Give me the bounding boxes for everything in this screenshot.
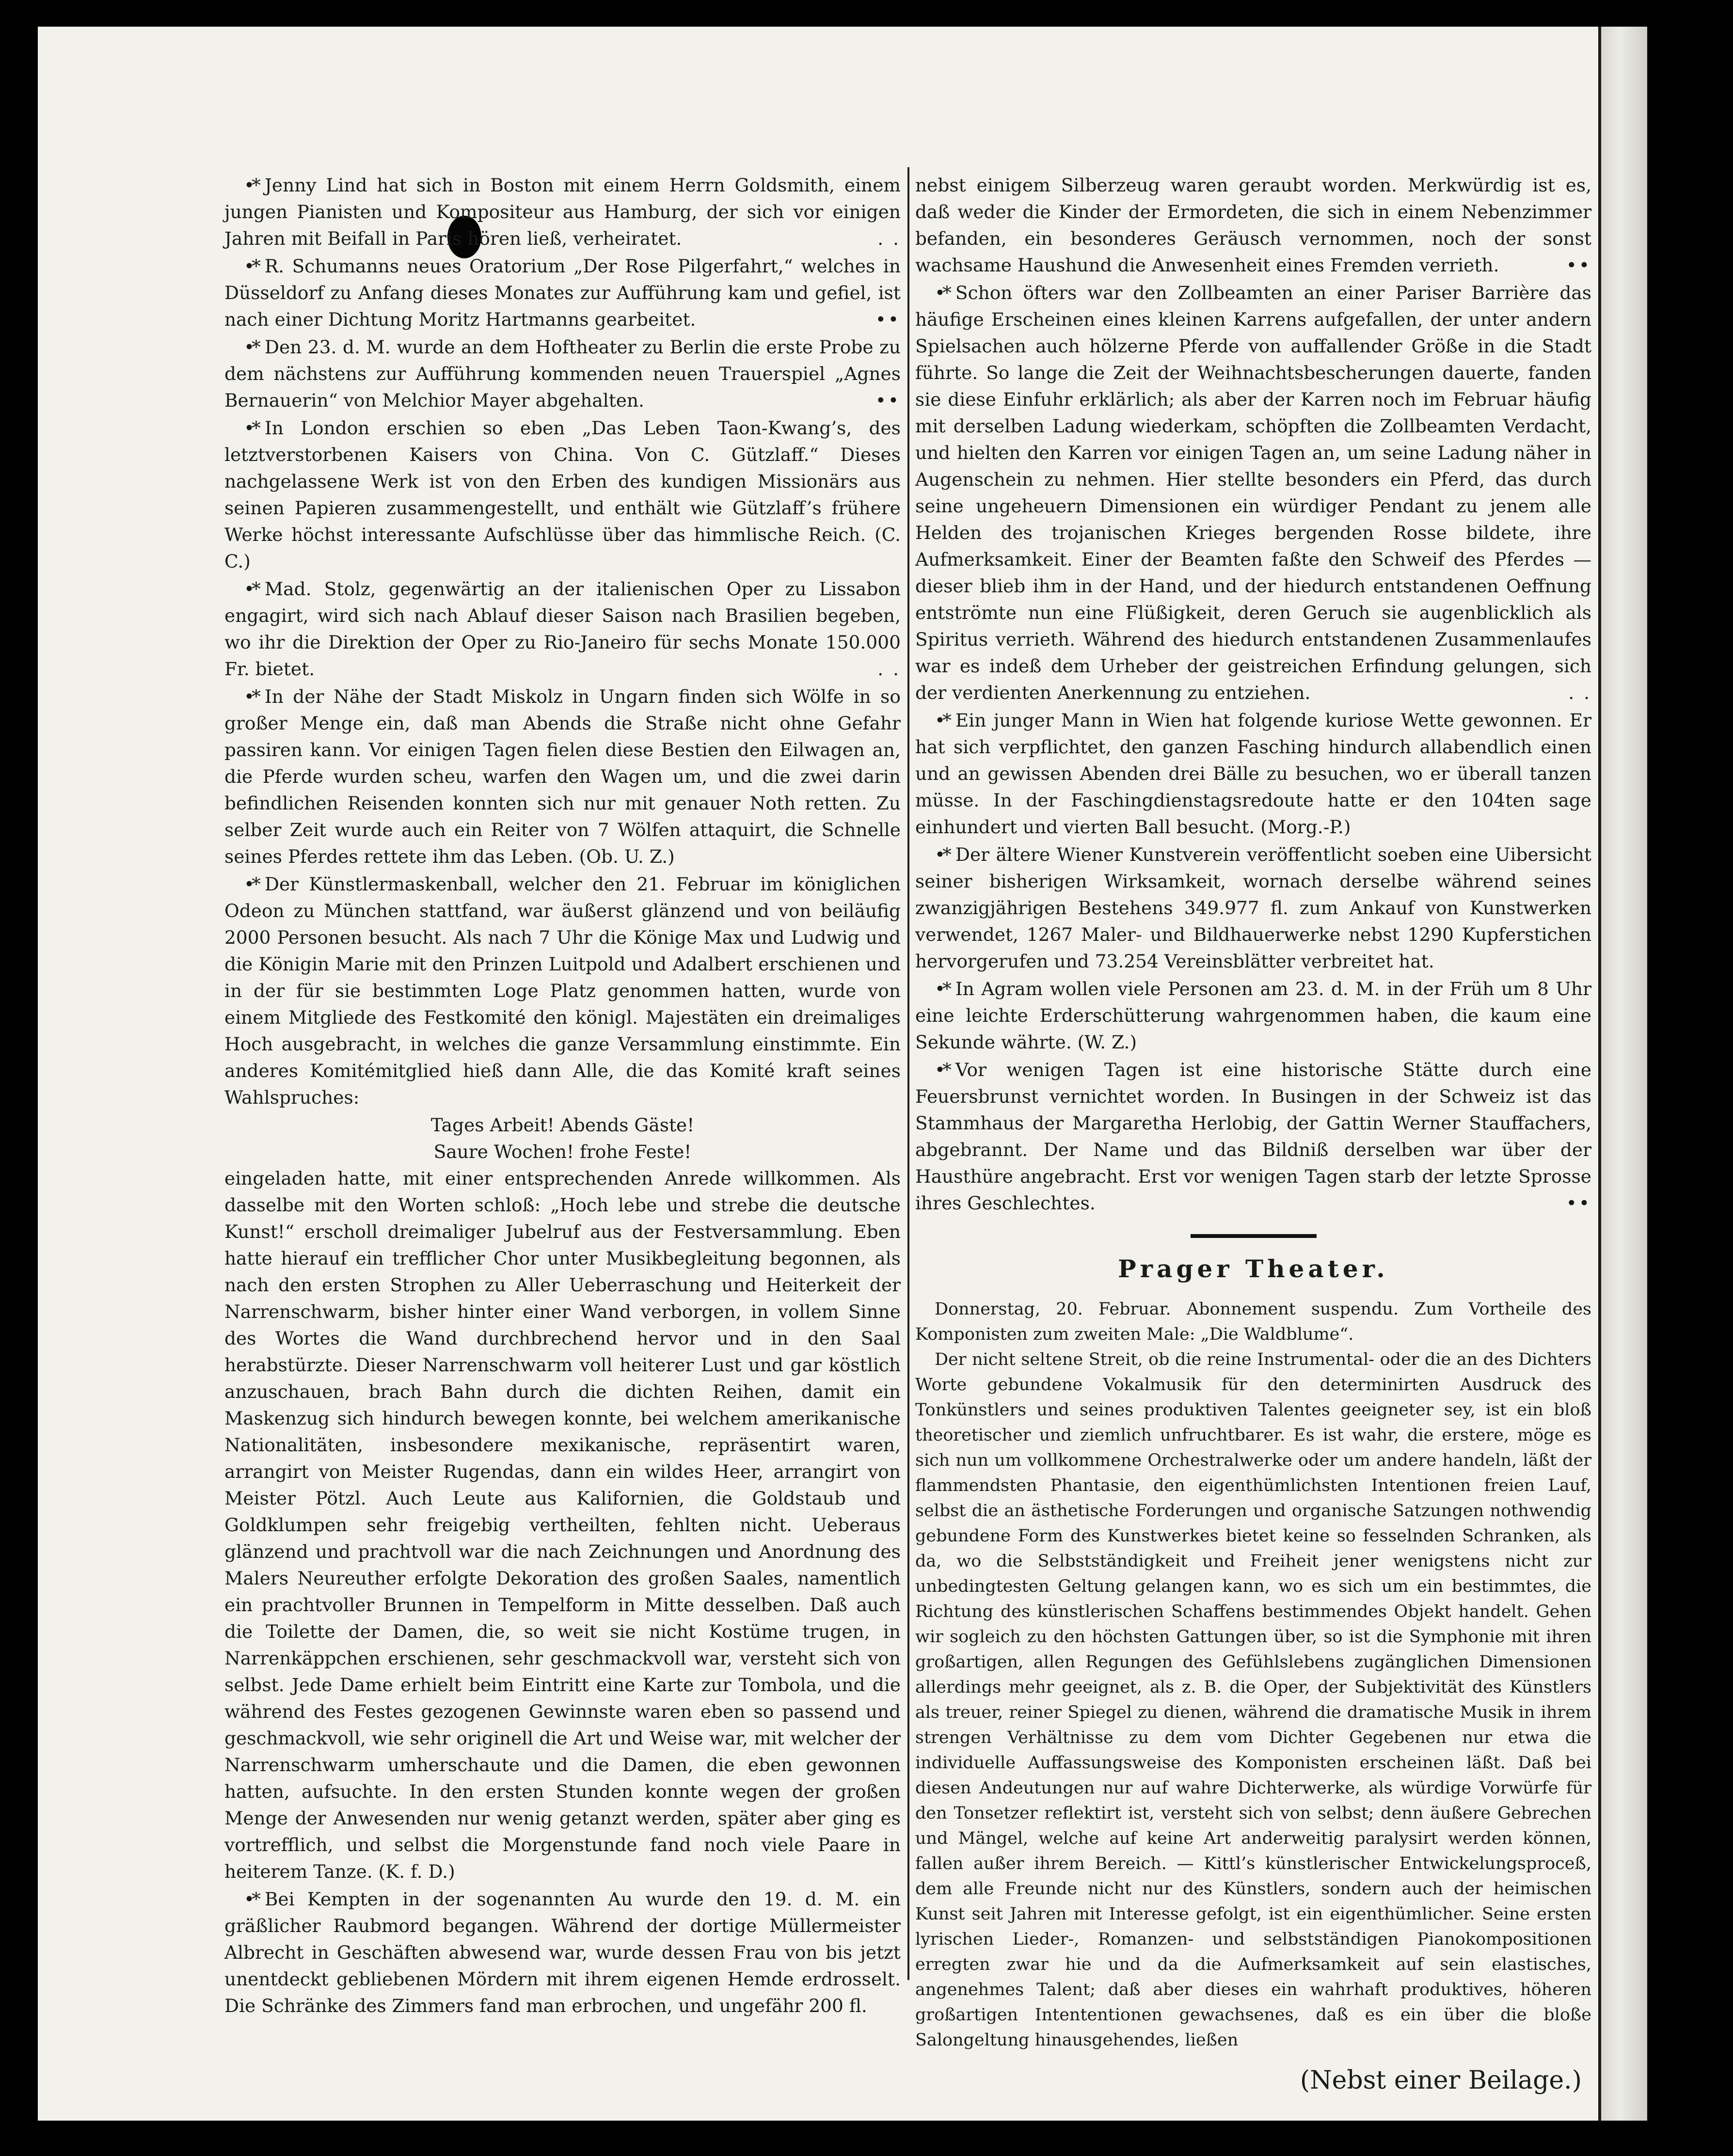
news-item: •* In London erschien so eben „Das Leben Taon-Kwang’s, des letztverstorbenen Kaisers von China. Von C. Gützlaff.“ Dieses nachgelassene Werk ist von den Erben des kundigen Missionärs aus seinen Papieren zusammengestellt, und enthält wie Gützlaff’s frühere Werke höchst interessante Aufschlüsse über das himmlische Reich. (C. C.) <box>224 417 901 572</box>
column-rule <box>907 167 909 1980</box>
motto-line: Tages Arbeit! Abends Gäste! <box>430 1114 695 1136</box>
news-item: •* Vor wenigen Tagen ist eine historische Stätte durch eine Feuersbrunst vernichtet worden. In Busingen in der Schweiz ist das Stammhaus der Margaretha Herlobig, der Gattin Werner Stauffachers, abgebrannt. Der Name und das Bildniß derselben war über der Hausthüre angebracht. Erst vor wenigen Tagen starb der letzte Sprosse ihres Geschlechtes. •• <box>915 1059 1591 1214</box>
news-item: •* Jenny Lind hat sich in Boston mit einem Herrn Goldsmith, einem jungen Pianisten und Kompositeur aus Hamburg, der sich vor einigen Jahren mit Beifall in Paris hören ließ, verheiratet. . . <box>224 174 901 249</box>
news-item-continuation: nebst einigem Silberzeug waren geraubt worden. Merkwürdig ist es, daß weder die Kinder der Ermordeten, die sich in einem Nebenzimmer befanden, ein besonderes Geräusch vernommen, noch der sonst wachsame Haushund die Anwesenheit eines Fremden verrieth. •• <box>915 174 1591 276</box>
news-item: •* In der Nähe der Stadt Miskolz in Ungarn finden sich Wölfe in so großer Menge ein, daß man Abends die Straße nicht ohne Gefahr passiren kann. Vor einigen Tagen fielen diese Bestien den Eilwagen an, die Pferde wurden scheu, warfen den Wagen um, und die zwei darin befindlichen Reisenden konnten sich nur mit genauer Noth retten. Zu selber Zeit wurde auch ein Reiter von 7 Wölfen attaquirt, die Schnelle seines Pferdes rettete ihm das Leben. (Ob. U. Z.) <box>224 686 901 867</box>
news-item: •* Ein junger Mann in Wien hat folgende kuriose Wette gewonnen. Er hat sich verpflichtet, den ganzen Fasching hindurch allabendlich einen und an gewissen Abenden drei Bälle zu besuchen, wo er überall tanzen müsse. In der Faschingdienstagsredoute hatte er den 104ten sage einhundert und vierten Ball besucht. (Morg.-P.) <box>915 710 1591 838</box>
news-item: •* R. Schumanns neues Oratorium „Der Rose Pilgerfahrt,“ welches in Düsseldorf zu Anfang dieses Monates zur Aufführung kam und gefiel, ist nach einer Dichtung Moritz Hartmanns gearbeitet. •• <box>224 255 901 330</box>
news-item: •* In Agram wollen viele Personen am 23. d. M. in der Früh um 8 Uhr eine leichte Erderschütterung wahrgenommen haben, die kaum eine Sekunde währte. (W. Z.) <box>915 978 1591 1053</box>
news-item: •* Schon öfters war den Zollbeamten an einer Pariser Barrière das häufige Erscheinen eines kleinen Karrens aufgefallen, der unter andern Spielsachen auch hölzerne Pferde von auffallender Größe in die Stadt führte. So lange die Zeit der Weihnachtsbescherungen dauerte, fanden sie diese Einfuhr erklärlich; als aber der Karren noch im Februar häufig mit derselben Ladung wiederkam, schöpften die Zollbeamten Verdacht, und hielten den Karren vor einigen Tagen an, um seine Ladung näher in Augenschein zu nehmen. Hier stellte besonders ein Pferd, das durch seine ungeheuern Dimensionen ein würdiger Pendant zu jenem alle Helden des trojanischen Krieges bergenden Rosse bildete, ihre Aufmerksamkeit. Einer der Beamten faßte den Schweif des Pferdes — dieser blieb ihm in der Hand, und der hiedurch entstandenen Oeffnung entströmte nun eine Flüßigkeit, deren Geruch sie augenblicklich als Spiritus verrieth. Während des hiedurch entstandenen Zusammenlaufes war es indeß dem Urheber der geistreichen Erfindung gelungen, sich der verdienten Anerkennung zu entziehen. . . <box>915 282 1591 703</box>
right-column <box>915 172 1591 2094</box>
news-item: •* Mad. Stolz, gegenwärtig an der italienischen Oper zu Lissabon engagirt, wird sich nach Ablauf dieser Saison nach Brasilien begeben, wo ihr die Direktion der Oper zu Rio-Janeiro für sechs Monate 150.000 Fr. bietet. . . <box>224 578 901 680</box>
news-item: •* Bei Kempten in der sogenannten Au wurde den 19. d. M. ein gräßlicher Raubmord begangen. Während der dortige Müllermeister Albrecht in Geschäften abwesend war, wurde dessen Frau von bis jetzt unentdeckt gebliebenen Mördern mit ihrem eigenen Hemde erdrosselt. Die Schränke des Zimmers fand man erbrochen, und ungefähr 200 fl. <box>224 1888 901 2016</box>
news-item: •* Der Künstlermaskenball, welcher den 21. Februar im königlichen Odeon zu München stattfand, war äußerst glänzend und von beiläufig 2000 Personen besucht. Als nach 7 Uhr die Könige Max und Ludwig und die Königin Marie mit den Prinzen Luitpold und Adalbert erschienen und in der für sie bestimmten Loge Platz genommen hatten, wurde von einem Mitgliede des Festkomité den königl. Majestäten ein dreimaliges Hoch ausgebracht, in welches die ganze Versammlung einstimmte. Ein anderes Komitémitglied hieß dann Alle, die das Komité kraft seines Wahlspruches: <box>224 873 901 1108</box>
news-item: •* Den 23. d. M. wurde an dem Hoftheater zu Berlin die erste Probe zu dem nächstens zur Aufführung kommenden neuen Trauerspiel „Agnes Bernauerin“ von Melchior Mayer abgehalten. •• <box>224 336 901 411</box>
theater-review <box>915 1297 1591 2053</box>
news-item-continuation: eingeladen hatte, mit einer entsprechenden Anrede willkommen. Als dasselbe mit den Worten schloß: „Hoch lebe und strebe die deutsche Kunst!“ erscholl dreimaliger Jubelruf aus der Festversammlung. Eben hatte hierauf ein trefflicher Chor unter Musikbegleitung begonnen, als nach den ersten Strophen zu Aller Ueberraschung und Heiterkeit der Narrenschwarm, bisher hinter einer Wand verborgen, in vollem Sinne des Wortes die Wand durchbrechend hervor und in den Saal herabstürzte. Dieser Narrenschwarm voll heiterer Lust und gar köstlich anzuschauen, brach Bahn durch die dichten Reihen, damit ein Maskenzug sich hindurch bewegen konnte, bei welchem amerikanische Nationalitäten, insbesondere mexikanische, repräsentirt waren, arrangirt von Meister Rugendas, dann ein wildes Heer, arrangirt von Meister Pötzl. Auch Leute aus Kalifornien, die Goldstaub und Goldklumpen sehr freigebig vertheilten, fehlten nicht. Ueberaus glänzend und prachtvoll war die nach Zeichnungen und Anordnung des Malers Neureuther erfolgte Dekoration des großen Saales, namentlich ein prachtvoller Brunnen in Tempelform in Mitte desselben. Daß auch die Toilette der Damen, die, so weit sie nicht Kostüme trugen, in Narrenkäppchen erschienen, sehr geschmackvoll war, versteht sich von selbst. Jede Dame erhielt beim Eintritt eine Karte zur Tombola, und die während des Festes gezogenen Gewinnste waren eben so passend und geschmackvoll, wie sehr originell die Art und Weise war, mit welcher der Narrenschwarm umherschaute und die Damen, die eben gewonnen hatten, aufsuchte. In den ersten Stunden konnte wegen der großen Menge der Anwesenden nur wenig getanzt werden, später aber ging es vortrefflich, und selbst die Morgenstunde fand noch viele Paare in heiterem Tanze. (K. f. D.) <box>224 1168 901 1882</box>
motto-line: Saure Wochen! frohe Feste! <box>433 1141 692 1162</box>
section-title: Prager Theater. <box>1118 1254 1389 1283</box>
review-lead: Donnerstag, 20. Februar. Abonnement suspendu. Zum Vortheile des Komponisten zum zweiten Male: „Die Waldblume“. <box>915 1300 1591 1344</box>
supplement-note: (Nebst einer Beilage.) <box>1300 2066 1582 2095</box>
left-column <box>224 172 901 2020</box>
review-body: Der nicht seltene Streit, ob die reine Instrumental- oder die an des Dichters Worte gebundene Vokalmusik für den determinirten Ausdruck des Tonkünstlers und seines produktiven Talentes geeigneter sey, ist ein bloß theoretischer und ziemlich unfruchtbarer. Es ist wahr, die erstere, möge es sich nun um vollkommene Orchestralwerke oder um andere handeln, läßt der flammendsten Phantasie, den eigenthümlichsten Intentionen freien Lauf, selbst die an ästhetische Forderungen und organische Satzungen nothwendig gebundene Form des Kunstwerkes bietet keine so fesselnden Schranken, als da, wo die Selbstständigkeit und Freiheit jener wenigstens nicht zur unbedingtesten Geltung gelangen kann, wo es sich um ein bestimmtes, die Richtung des künstlerischen Schaffens bestimmendes Objekt handelt. Gehen wir sogleich zu den höchsten Gattungen über, so ist die Symphonie mit ihren großartigen, allen Regungen des Gefühlslebens zugänglichen Dimensionen allerdings mehr geeignet, als z. B. die Oper, der Subjektivität des Künstlers als treuer, reiner Spiegel zu dienen, während die dramatische Musik in ihrem strengen Verhältnisse zu dem vom Dichter Gegebenen nur etwa die individuelle Auffassungsweise des Komponisten erscheinen läßt. Daß bei diesen Andeutungen nur auf wahre Dichterwerke, als würdige Vorwürfe für den Tonsetzer reflektirt ist, versteht sich von selbst; denn äußere Gebrechen und Mängel, welche auf keine Art anderweitig paralysirt werden können, fallen außer ihrem Bereich. — Kittl’s künstlerischer Entwickelungsproceß, dem alle Freunde nicht nur des Künstlers, sondern auch der heimischen Kunst seit Jahren mit Interesse gefolgt, ist ein eigenthümlicher. Seine ersten lyrischen Lieder-, Romanzen- und selbstständigen Pianokompositionen erregten zwar hie und da die Aufmerksamkeit auf sein elastisches, angenehmes Talent; daß aber dieses ein wahrhaft produktives, höheren großartigen Intententionen gewachsenes, daß es ein über die bloße Salongeltung hinausgehendes, ließen <box>915 1350 1591 2050</box>
section-divider <box>1191 1234 1317 1238</box>
news-item: •* Der ältere Wiener Kunstverein veröffentlicht soeben eine Uibersicht seiner bisherigen Wirksamkeit, wornach derselbe während seines zwanzigjährigen Bestehens 349.977 fl. zum Ankauf von Kunstwerken verwendet, 1267 Maler- und Bildhauerwerke nebst 1290 Kupferstichen hervorgerufen und 73.254 Vereinsblätter verbreitet hat. <box>915 844 1591 972</box>
newspaper-page <box>38 27 1647 2121</box>
page-edge <box>1598 27 1647 2121</box>
